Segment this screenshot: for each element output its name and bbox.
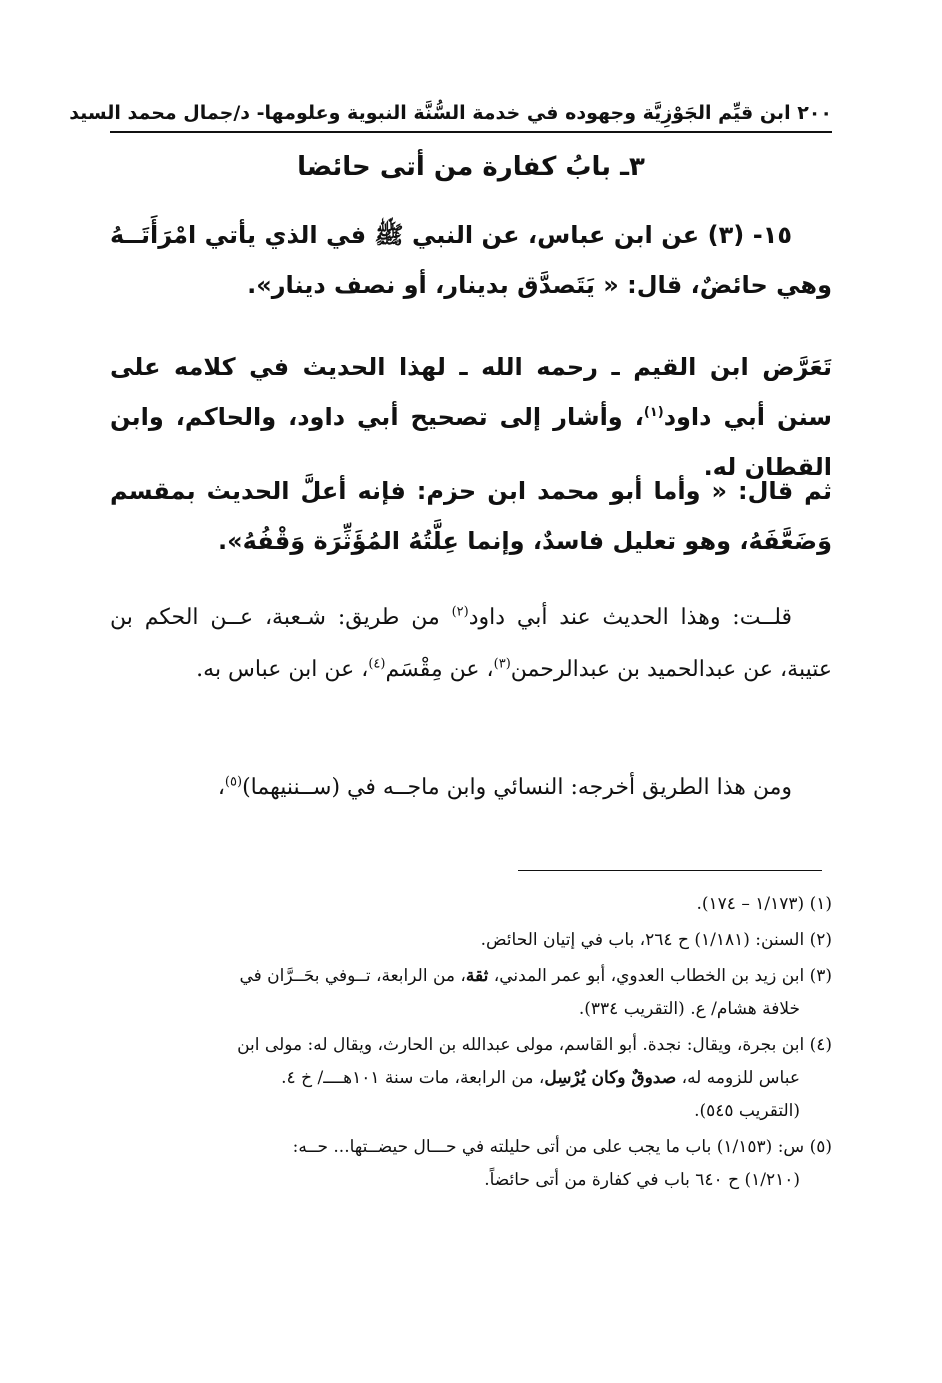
commentary-paragraph-2: ثم قال: « وأما أبو محمد ابن حزم: فإنه أعلَّ الحديث بمقسم وَضَعَّفَهُ، وهو تعليل فاسدٌ، وإنما عِلَّتُهُ المُؤَثِّرَة وَقْفُهُ». bbox=[110, 477, 832, 555]
footnote-marker[interactable]: (١) bbox=[643, 405, 664, 420]
author-note-text: من طريق: شـعبة، عــن الحكم بن عتيبة، عن عبدالحميد بن عبدالرحمن bbox=[110, 605, 832, 682]
author-note-text: ، عن مِقْسَم bbox=[385, 657, 494, 682]
footnote-3 bbox=[110, 960, 832, 1026]
footnote-text: ، من الرابعة، تــوفي بحَــرَّان في bbox=[239, 966, 466, 986]
author-note-text: ، bbox=[217, 775, 225, 800]
running-title: ابن قيِّم الجَوْزِيَّة وجهوده في خدمة السُّنَّة النبوية وعلومها- د/جمال محمد السيد bbox=[69, 102, 791, 124]
footnote-number: (٥) bbox=[809, 1137, 832, 1157]
footnote-text: ابن زيد بن الخطاب العدوي، أبو عمر المدني، bbox=[488, 966, 805, 986]
footnote-1 bbox=[110, 888, 832, 921]
footnote-continuation: خلافة هشام/ ع. (التقريب ٣٣٤). bbox=[578, 999, 800, 1019]
footnote-text: س: (١/١٥٣) باب ما يجب على من أتى حليلته في حـــال حيضــتها... حــه: bbox=[292, 1137, 805, 1157]
commentary-text: تَعَرَّض ابن القيم ـ رحمه الله ـ لهذا الحديث في كلامه على سنن أبي داود bbox=[110, 353, 832, 431]
running-header bbox=[69, 97, 832, 129]
footnotes-section bbox=[110, 888, 832, 1200]
commentary-text: ، وأشار إلى تصحيح أبي داود، والحاكم، وابن القطان له. bbox=[110, 403, 832, 481]
footnote-marker[interactable]: (٥) bbox=[224, 774, 243, 790]
footnote-continuation bbox=[110, 1062, 832, 1095]
author-note-paragraph-1 bbox=[110, 592, 832, 696]
footnote-continuation: (التقريب ٥٤٥). bbox=[694, 1101, 800, 1121]
footnote-marker[interactable]: (٢) bbox=[451, 604, 469, 620]
hadith-line-1: ١٥- (٣) عن ابن عباس، عن النبي ﷺ في الذي يأتي امْرَأَتَــهُ bbox=[110, 221, 792, 249]
footnote-4 bbox=[110, 1029, 832, 1128]
footnote-divider bbox=[518, 870, 822, 871]
footnote-text: ابن بجرة، ويقال: نجدة. أبو القاسم، مولى عبدالله بن الحارث، ويقال له: مولى ابن bbox=[237, 1035, 805, 1055]
footnote-number: (٤) bbox=[809, 1035, 832, 1055]
footnote-text: ، من الرابعة، مات سنة ١٠١هــــ/ خ ٤. bbox=[281, 1068, 545, 1088]
footnote-number: (١) bbox=[809, 894, 832, 914]
page-number: ٢٠٠ bbox=[797, 102, 832, 124]
footnote-marker[interactable]: (٣) bbox=[493, 656, 511, 672]
hadith-text bbox=[110, 210, 832, 310]
author-note-text: قلــت: وهذا الحديث عند أبي داود bbox=[468, 605, 792, 630]
footnote-2 bbox=[110, 924, 832, 957]
footnote-text: عباس للزومه له، bbox=[676, 1068, 800, 1088]
footnote-text: السنن: (١/١٨١) ح ٢٦٤، باب في إتيان الحائض. bbox=[480, 930, 805, 950]
footnote-number: (٣) bbox=[809, 966, 832, 986]
footnote-text: (١/١٧٣ – ١٧٤). bbox=[696, 894, 805, 914]
author-note-text: ومن هذا الطريق أخرجه: النسائي وابن ماجــه في (ســننيهما) bbox=[242, 775, 792, 800]
footnote-marker[interactable]: (٤) bbox=[368, 656, 386, 672]
author-note-text: ، عن ابن عباس به. bbox=[196, 657, 369, 682]
chapter-title: ٣ـ بابُ كفارة من أتى حائضا bbox=[297, 152, 645, 182]
footnote-5 bbox=[110, 1131, 832, 1197]
footnote-grade: ثقة bbox=[465, 966, 489, 986]
author-note-paragraph-2 bbox=[110, 762, 832, 814]
footnote-grade: صدوقٌ وكان يُرْسِل bbox=[544, 1068, 677, 1088]
hadith-line-2: وهي حائضٌ، قال: « يَتَصدَّق بدينار، أو نصف دينار». bbox=[247, 271, 832, 299]
header-divider bbox=[110, 131, 832, 133]
footnote-number: (٢) bbox=[809, 930, 832, 950]
footnote-continuation: (١/٢١٠) ح ٦٤٠ باب في كفارة من أتى حائضاً. bbox=[484, 1170, 800, 1190]
